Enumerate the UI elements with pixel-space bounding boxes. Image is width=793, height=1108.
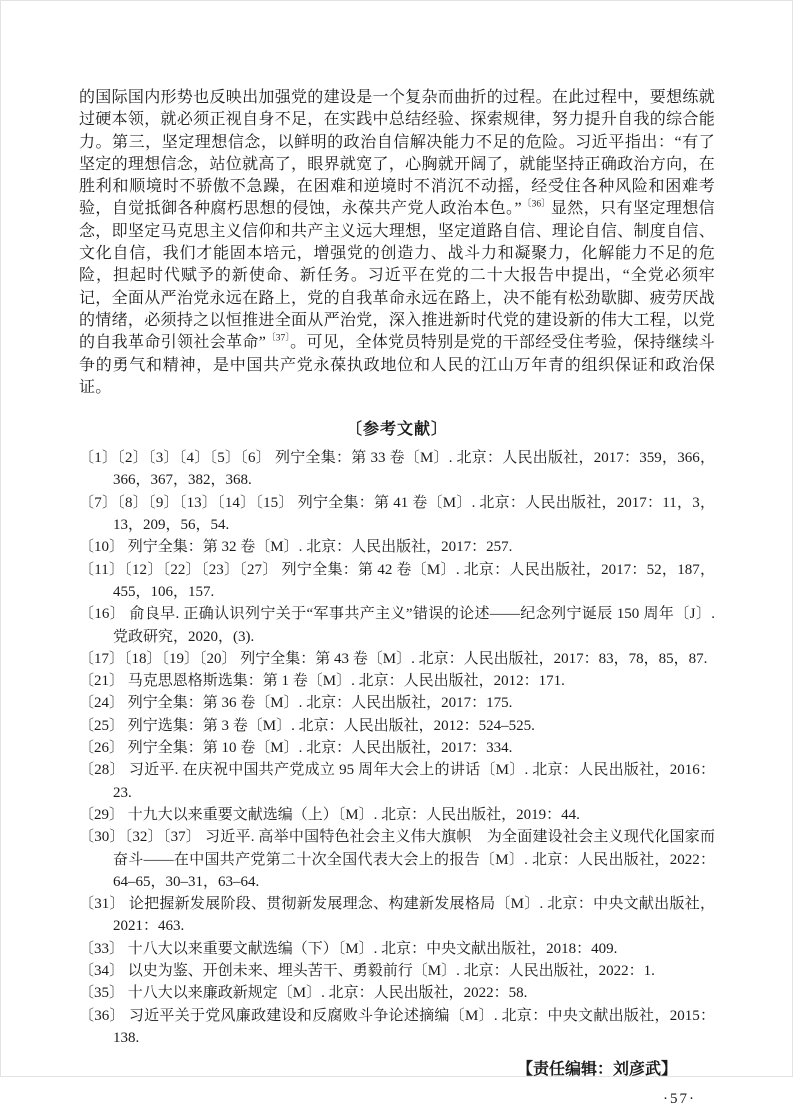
references-heading: 〔参考文献〕 bbox=[345, 421, 448, 439]
reference-item: 〔10〕 列宁全集：第 32 卷〔M〕. 北京：人民出版社，2017：257. bbox=[79, 539, 513, 556]
reference-item: 〔25〕 列宁选集：第 3 卷〔M〕. 北京：人民出版社，2012：524–525. bbox=[79, 717, 535, 734]
reference-item: 〔24〕 列宁全集：第 36 卷〔M〕. 北京：人民出版社，2017：175. bbox=[79, 695, 513, 712]
editor-credit: 【责任编辑：刘彦武】 bbox=[516, 1061, 677, 1079]
reference-item: 〔17〕〔18〕〔19〕〔20〕 列宁全集：第 43 卷〔M〕. 北京：人民出版社，2017：83，78，85，87. bbox=[79, 650, 708, 667]
reference-item: 〔35〕 十八大以来廉政新规定〔M〕. 北京：人民出版社，2022：58. bbox=[79, 985, 528, 1002]
reference-item: 〔34〕 以史为鉴、开创未来、埋头苦干、勇毅前行〔M〕. 北京：人民出版社，2022：1. bbox=[79, 962, 655, 979]
reference-item: 〔29〕 十九大以来重要文献选编（上）〔M〕. 北京：人民出版社，2019：44. bbox=[79, 806, 580, 823]
page-content bbox=[1, 1, 792, 1108]
reference-item: 〔16〕 俞良早. 正确认识列宁关于“军事共产主义”错误的论述——纪念列宁诞辰 150 周年〔J〕. 党政研究，2020，(3). bbox=[79, 606, 715, 645]
reference-item: 〔28〕 习近平. 在庆祝中国共产党成立 95 周年大会上的讲话〔M〕. 北京：人民出版社，2016：23. bbox=[79, 762, 715, 801]
footnote-ref-37: 〔37〕 bbox=[266, 333, 291, 344]
reference-item: 〔31〕 论把握新发展阶段、贯彻新发展理念、构建新发展格局〔M〕. 北京：中央文献出版社，2021：463. bbox=[79, 896, 715, 935]
reference-item: 〔30〕〔32〕〔37〕 习近平. 高举中国特色社会主义伟大旗帜 为全面建设社会主义现代化国家而奋斗——在中国共产党第二十次全国代表大会上的报告〔M〕. 北京：人民出版社，2022：64–65，30–31，63–64. bbox=[79, 829, 715, 890]
footnote-ref-36: 〔36〕 bbox=[521, 200, 551, 211]
reference-list bbox=[79, 447, 715, 1049]
page-number: ·57· bbox=[663, 1091, 696, 1108]
reference-item: 〔36〕 习近平关于党风廉政建设和反腐败斗争论述摘编〔M〕. 北京：中央文献出版社，2015：138. bbox=[79, 1007, 715, 1046]
reference-item: 〔7〕〔8〕〔9〕〔13〕〔14〕〔15〕 列宁全集：第 41 卷〔M〕. 北京：人民出版社，2017：11，3，13，209，56，54. bbox=[79, 494, 715, 534]
reference-item: 〔11〕〔12〕〔22〕〔23〕〔27〕 列宁全集：第 42 卷〔M〕. 北京：人民出版社，2017：52，187，455，106，157. bbox=[79, 561, 715, 600]
body-text-segment-3: 。可见，全体党员特别是党的干部经受住考验，保持继续斗争的勇气和精神，是中国共产党永葆执政地位和人民的江山万年青的组织保证和政治保证。 bbox=[79, 334, 715, 396]
reference-item: 〔1〕〔2〕〔3〕〔4〕〔5〕〔6〕 列宁全集：第 33 卷〔M〕. 北京：人民出版社，2017：359，366，366，367，382，368. bbox=[79, 450, 715, 489]
reference-item: 〔33〕 十八大以来重要文献选编（下）〔M〕. 北京：中央文献出版社，2018：409. bbox=[79, 940, 618, 957]
reference-item: 〔26〕 列宁全集：第 10 卷〔M〕. 北京：人民出版社，2017：334. bbox=[79, 740, 513, 757]
body-text-segment-2: 显然，只有坚定理想信念，即坚定马克思主义信仰和共产主义远大理想，坚定道路自信、理论自信、制度自信、文化自信，我们才能固本培元，增强党的创造力、战斗力和凝聚力，化解能力不足的危险，担起时代赋予的新使命、新任务。习近平在党的二十大报告中提出，“全党必须牢记，全面从严治党永远在路上，党的自我革命永远在路上，决不能有松劲歇脚、疲劳厌战的情绪，必须持之以恒推进全面从严治党，深入推进新时代党的建设新的伟大工程，以党的自我革命引领社会革命” bbox=[79, 200, 715, 352]
body-text-segment-1: 的国际国内形势也反映出加强党的建设是一个复杂而曲折的过程。在此过程中，要想练就过硬本领，就必须正视自身不足，在实践中总结经验、探索规律，努力提升自我的综合能力。第三，坚定理想信念，以鲜明的政治自信解决能力不足的危险。习近平指出：“有了坚定的理想信念，站位就高了，眼界就宽了，心胸就开阔了，就能坚持正确政治方向，在胜利和顺境时不骄傲不急躁，在困难和逆境时不消沉不动摇，经受住各种风险和困难考验，自觉抵御各种腐朽思想的侵蚀，永葆共产党人政治本色。” bbox=[79, 89, 715, 218]
body-paragraph bbox=[79, 87, 715, 399]
reference-item: 〔21〕 马克思恩格斯选集：第 1 卷〔M〕. 北京：人民出版社，2012：171. bbox=[79, 673, 565, 690]
